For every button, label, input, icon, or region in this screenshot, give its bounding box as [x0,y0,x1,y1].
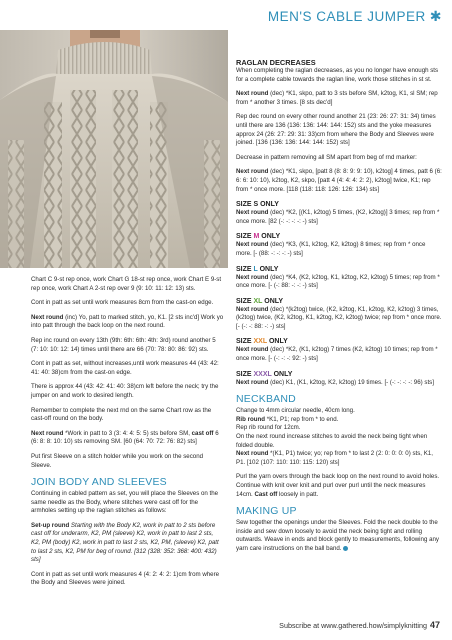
size-code: M [253,233,260,241]
paragraph [236,416,442,425]
section-heading-making-up: MAKING UP [236,505,297,518]
section-heading-neckband: NECKBAND [236,393,296,406]
instruction-label: Next round [236,209,269,217]
paragraph: Rep dec round on every other round another 21 (23: 26: 27: 31: 34) times until there are 136 (136: 136: 144: 144: 152) sts and the yoke measures approx 24 (26: 27: 29: 31: 33)cm from where the Body and Sleeves were joined. [136 (136: 136: 144: 144: 152) sts] [236,113,436,147]
size-xl-heading [236,297,442,306]
instruction-text: *(K1, P1) twice; yo; rep from * to last 2 (2: 0: 0: 0: 0) sts, K1, P1. [102 (107: 110: 110: 115: 120) sts] [236,450,433,466]
instruction-label: Cast off [254,490,278,498]
instruction-text: (dec) *K2, (K1, k2tog) 7 times (K2, k2tog) 10 times; rep from * once more. [- (-: -: -: 92: -) sts] [236,346,438,363]
paragraph [236,519,442,553]
instruction-label: Next round [236,305,269,313]
left-column [31,276,224,594]
size-code: XXXL [253,370,272,378]
right-column [236,58,442,560]
snowflake-icon: ✱ [429,8,442,24]
instruction-text: (dec) *K1, skpo, [patt 8 (8: 8: 9: 9: 10), k2tog] 4 times, patt 6 (6: 6: 6: 10: 10), k2tog, K2, skpo, [patt 4 (4: 4: 4: 2: 2), k2tog] twice, K1; rep from * once more. [118 (118: 118: 126: 126: 134) sts] [236,168,442,193]
page-header [268,8,442,25]
instruction-label: cast off [191,429,214,437]
instruction-label: Next round [236,346,269,354]
paragraph [236,274,442,291]
page-footer [279,620,440,630]
section-heading-raglan: RAGLAN DECREASES [236,58,316,67]
instruction-text: (dec) *K4, (K2, k2tog, K1, k2tog, K2, k2tog) 5 times; rep from * once more. [- (-: 88: -: -: -) sts] [236,273,440,290]
paragraph [236,241,442,258]
size-label: SIZE [236,233,254,241]
size-s-heading: SIZE S ONLY [236,201,279,209]
instruction-text: Sew together the openings under the Sleeves. Fold the neck double to the inside and sew down loosely to avoid the neck being tight and rolling outwards. Weave in ends and block gently to measurements, following any yarn care instructions on the ball band. [236,519,439,552]
paragraph: Remember to complete the next rnd on the same Chart row as the cast-off round on the body. [31,406,212,423]
instruction-text: Purl the yarn overs through the back loop on the next round to avoid holes. Continue with knit over knit and purl over purl until the neck measures 14cm. [236,473,440,498]
instruction-label: Rib round [236,415,265,423]
size-label: ONLY [257,265,279,273]
instruction-text: *K1, P1; rep from * to end. [265,415,339,423]
instruction-text: (dec) *K2, [(K1, k2tog) 5 times, (K2, k2tog)] 3 times; rep from * once more. [82 (-: -: -: -: -) sts] [236,209,440,225]
size-m-heading [236,232,442,241]
instruction-text: loosely in patt. [277,490,319,498]
instruction-label: Next round [236,450,269,458]
paragraph [31,522,224,565]
size-label: SIZE [236,297,254,305]
size-code: XXL [253,338,268,346]
instruction-label: Next round [236,241,269,249]
paragraph [236,450,442,467]
instruction-text: 6 (6: 8: 8: 10: 10) sts removing SM. [60 (64: 70: 72: 76: 82) sts] [31,429,219,446]
instruction-text: *Work in patt to 3 (3: 4: 4: 5: 5) sts before SM, [63,429,192,437]
instruction-label: Next round [31,313,64,321]
paragraph: Cont in patt as set, without increases,until work measures 44 (43: 42: 41: 40: 38)cm from the cast-on edge. [31,360,219,376]
paragraph: Change to 4mm circular needle, 40cm long. [236,407,355,415]
paragraph [31,314,224,331]
size-label: SIZE [236,338,254,346]
section-heading-join: JOIN BODY AND SLEEVES [31,476,167,489]
paragraph: Put first Sleeve on a stitch holder while you work on the second Sleeve. [31,452,204,469]
instruction-text: (dec) *K1, skpo, patt to 3 sts before SM, k2tog, K1, sl SM; rep from * another 3 times. [8 sts dec'd] [236,90,438,106]
paragraph: Rep inc round on every 13th (9th: 6th: 6th: 4th: 3rd) round another 5 (7: 10: 10: 12: 14) times until there are 66 (70: 78: 80: 86: 92) sts. [31,336,216,353]
instruction-text: (dec) *K3, (K1, k2tog, K2, k2tog) 8 times; rep from * once more. [- (88: -: -: -: -) sts] [236,241,426,257]
paragraph [236,209,442,226]
size-label: ONLY [267,338,288,346]
paragraph: Continuing in cabled pattern as set, you will place the Sleeves on the same needle as the Body, where stitches were cast off for the armholes setting up the raglan stitches as follows: [31,490,219,515]
header-title: MEN'S CABLE JUMPER [267,9,426,24]
page-number: 47 [429,620,440,630]
paragraph [236,168,442,194]
instruction-text: (dec) *(k2tog) twice, (K2, k2tog, K1, k2tog, K2, k2tog) 3 times, (k2tog) twice, (K2, k2tog, K1, k2tog, K2, k2tog) twice; rep from * once more. [- (-: -: 88: -: -) sts] [236,305,442,330]
instruction-label: Next round [31,429,64,437]
paragraph [236,306,442,332]
paragraph [236,379,442,388]
paragraph [236,346,442,363]
paragraph [236,90,442,107]
instruction-label: Next round [236,273,269,281]
paragraph: Cont in patt as set until work measures 4 (4: 2: 4: 2: 1)cm from where the Body and Sleeves were joined. [31,570,220,587]
photo-sweater [0,30,228,268]
size-label: ONLY [262,297,284,305]
paragraph: On the next round increase stitches to avoid the neck being tight when folded double. [236,433,428,449]
size-code: XL [253,297,263,305]
paragraph: Cont in patt as set until work measures 8cm from the cast-on edge. [31,299,214,307]
size-label: ONLY [271,370,293,378]
paragraph: Chart C 9-st rep once, work Chart G 18-st rep once, work Chart E 9-st rep once, work Chart A 2-st rep over 9 (9: 10: 11: 12: 13) sts. [31,276,222,292]
size-xxl-heading [236,337,442,346]
size-code: L [253,265,258,273]
paragraph: Decrease in pattern removing all SM apart from beg of rnd marker: [236,153,417,161]
instruction-label: Next round [236,378,269,386]
sweater-photo [0,30,228,268]
instruction-text: (inc) Yo, patt to marked stitch, yo, K1. [2 sts inc'd] Work yo into patt through the back loop on the next round. [31,313,224,330]
subscribe-link[interactable]: Subscribe at www.gathered.how/simplyknitting [279,621,427,630]
instruction-text: (dec) K1, (K1, k2tog, K2, k2tog) 19 times. [- (-: -: -: -: 96) sts] [268,378,434,386]
paragraph [31,430,224,447]
instruction-label: Next round [236,168,269,176]
instruction-text: Starting with the Body K2, work in patt to 2 sts before cast off for underarm, K2, PM (sleeve) K2, work in patt to last 2 sts, K2, PM (body) K2, work in patt to last 2 sts, K2, PM, (sleeve) K2, patt to last 2 sts, K2, PM for beg of round. [312 (328: 352: 368: 400: 432) sts] [31,521,219,564]
size-label: ONLY [259,233,281,241]
instruction-label: Set-up round [31,521,70,529]
size-l-heading [236,265,442,274]
end-mark-icon [343,546,348,551]
size-label: SIZE [236,265,254,273]
paragraph [236,473,442,499]
size-label: SIZE [236,370,254,378]
paragraph: Rep rib round for 12cm. [236,424,301,432]
paragraph: There is approx 44 (43: 42: 41: 40: 38)cm left before the neck; try the jumper on and work to desired length. [31,383,219,399]
size-xxxl-heading [236,370,442,379]
paragraph: When completing the raglan decreases, as you no longer have enough sts for a complete cable towards the raglan line, work those stitches in st st. [236,67,439,83]
instruction-label: Next round [236,90,269,98]
